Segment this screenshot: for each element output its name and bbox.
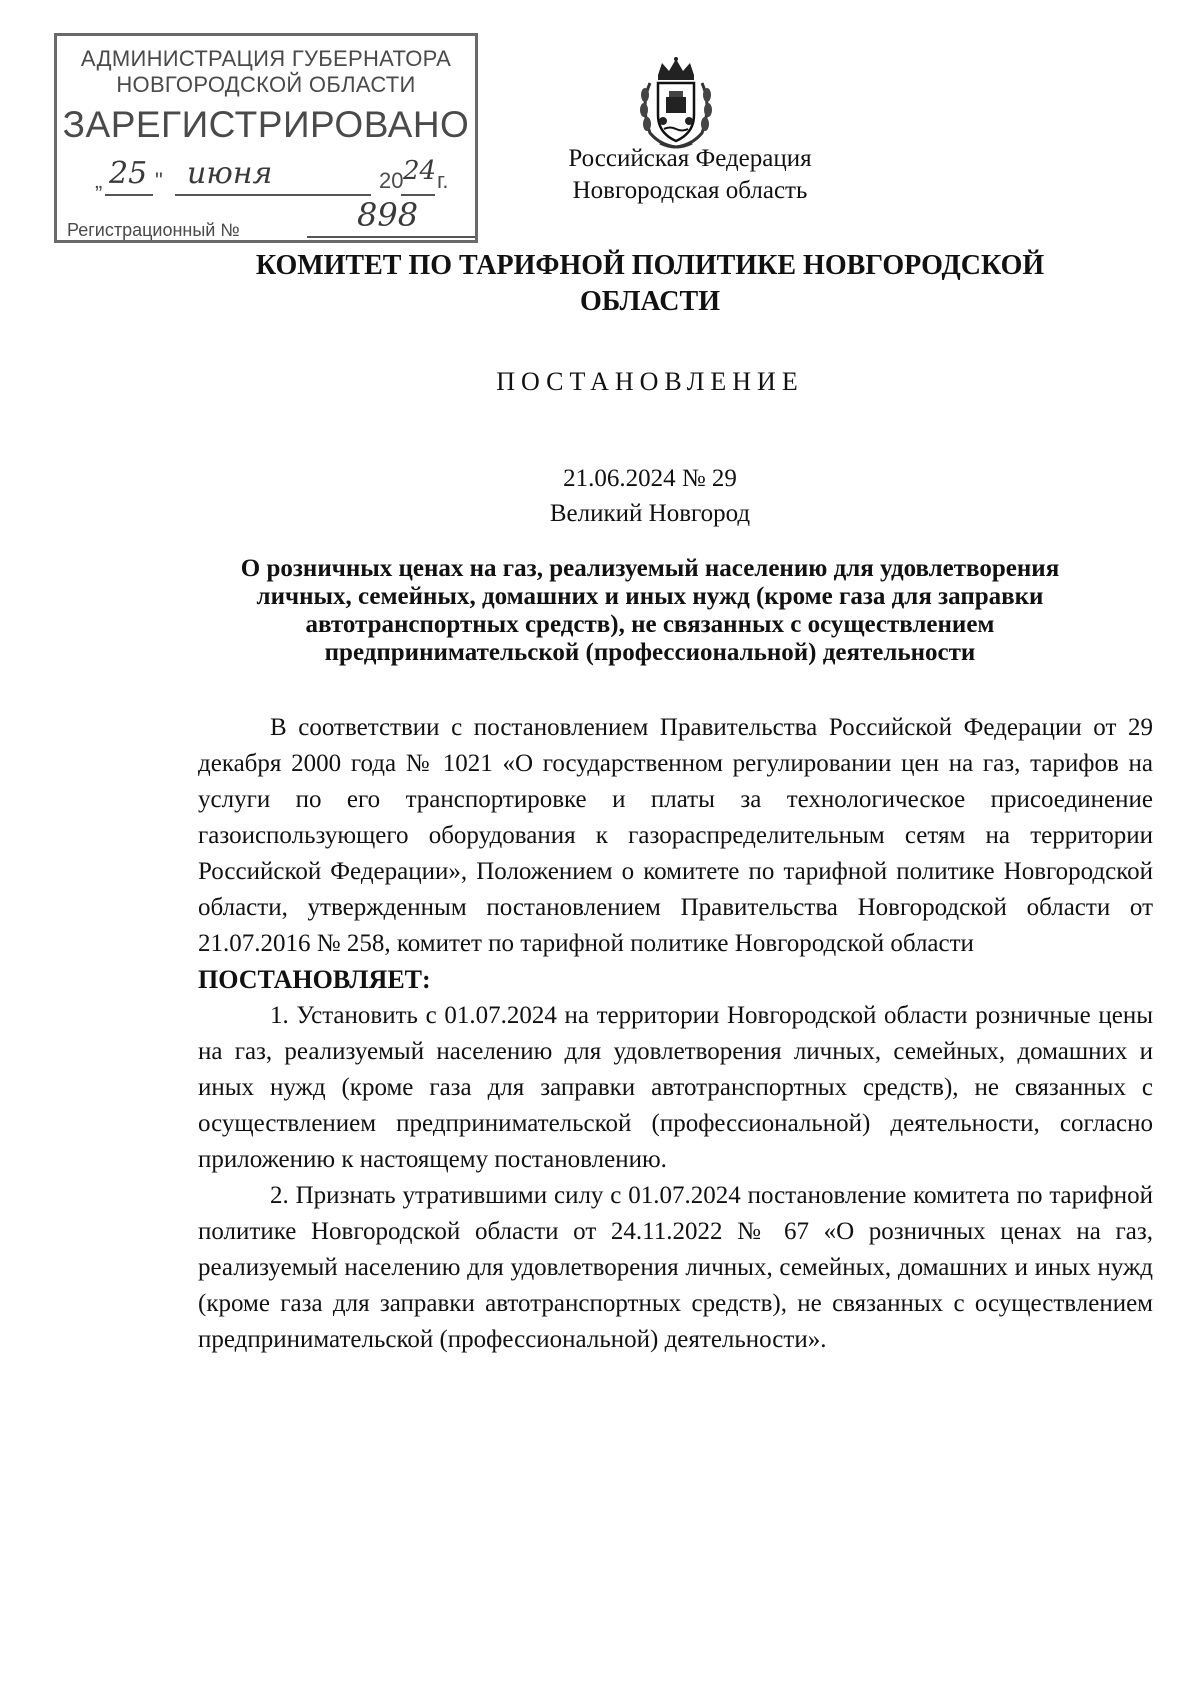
document-city: Великий Новгород (549, 500, 751, 527)
stamp-quote-open: „ (95, 168, 103, 193)
stamp-reg-number-underline (307, 236, 475, 238)
subject-line4: предпринимательской (профессиональной) деятельности (324, 639, 976, 666)
stamp-month-handwritten: июня (187, 156, 273, 191)
stamp-quote-close: " (155, 168, 163, 193)
header-region: Новгородская область (572, 177, 808, 204)
body-decree: ПОСТАНОВЛЯЕТ: (198, 965, 431, 994)
committee-title (200, 248, 1100, 320)
stamp-month-underline (175, 194, 371, 196)
stamp-date (95, 152, 463, 202)
stamp-org-line1: АДМИНИСТРАЦИЯ ГУБЕРНАТОРА (80, 46, 452, 71)
document-type: ПОСТАНОВЛЕНИЕ (496, 367, 804, 396)
body-item-1: 1. Установить с 01.07.2024 на территории Новгородской области розничные цены на газ, реализуемый населению для удовлетворения личных, семейных, домашних и иных нужд (кроме газа для заправки автотранспортных средств), не связанных с осуществлением предпринимательской (профессиональной) деятельности, согласно приложению к настоящему постановлению. (198, 1002, 1153, 1173)
document-subject (180, 555, 1120, 667)
stamp-year-prefix: 20 (379, 168, 404, 193)
committee-title-line2: ОБЛАСТИ (580, 286, 720, 317)
stamp-day-handwritten: 25 (109, 156, 148, 191)
body-item-2: 2. Признать утратившими силу с 01.07.2024 постановление комитета по тарифной политике Новгородской области от 24.11.2022 № 67 «О розничных ценах на газ, реализуемый населению для удовлетворения личных, семейных, домашних и иных нужд (кроме газа для заправки автотранспортных средств), не связанных с осуществлением предпринимательской (профессиональной) деятельности». (198, 1182, 1153, 1353)
stamp-day-underline (105, 194, 153, 196)
stamp-reg-number-handwritten: 898 (357, 196, 419, 234)
subject-line1: О розничных ценах на газ, реализуемый населению для удовлетворения (240, 555, 1060, 582)
committee-title-line1: КОМИТЕТ ПО ТАРИФНОЙ ПОЛИТИКЕ НОВГОРОДСКОЙ (255, 250, 1045, 281)
document-date-number: 21.06.2024 № 29 (563, 465, 737, 492)
subject-line3: автотранспортных средств), не связанных с осуществлением (305, 611, 995, 638)
header-country: Российская Федерация (568, 145, 812, 172)
document-body (198, 710, 1153, 1358)
stamp-year-handwritten: 24 (403, 156, 437, 186)
stamp-org-line2: НОВГОРОДСКОЙ ОБЛАСТИ (116, 72, 416, 97)
body-preamble: В соответствии с постановлением Правительства Российской Федерации от 29 декабря 2000 года № 1021 «О государственном регулировании цен на газ, тарифов на услуги по его транспортировке и платы за технологическое присоединение газоиспользующего оборудования к газораспределительным сетям на территории Российской Федерации», Положением о комитете по тарифной политике Новгородской области, утвержденным постановлением Правительства Новгородской области от 21.07.2016 № 258, комитет по тарифной политике Новгородской области (198, 714, 1153, 957)
registration-stamp (54, 33, 478, 243)
subject-line2: личных, семейных, домашних и иных нужд (кроме газа для заправки (256, 583, 1044, 610)
stamp-registered-label: ЗАРЕГИСТРИРОВАНО (62, 104, 470, 145)
novgorod-coat-of-arms-icon (636, 55, 716, 153)
stamp-reg-number-label: Регистрационный № (67, 220, 240, 240)
stamp-year-unit: г. (437, 168, 449, 193)
